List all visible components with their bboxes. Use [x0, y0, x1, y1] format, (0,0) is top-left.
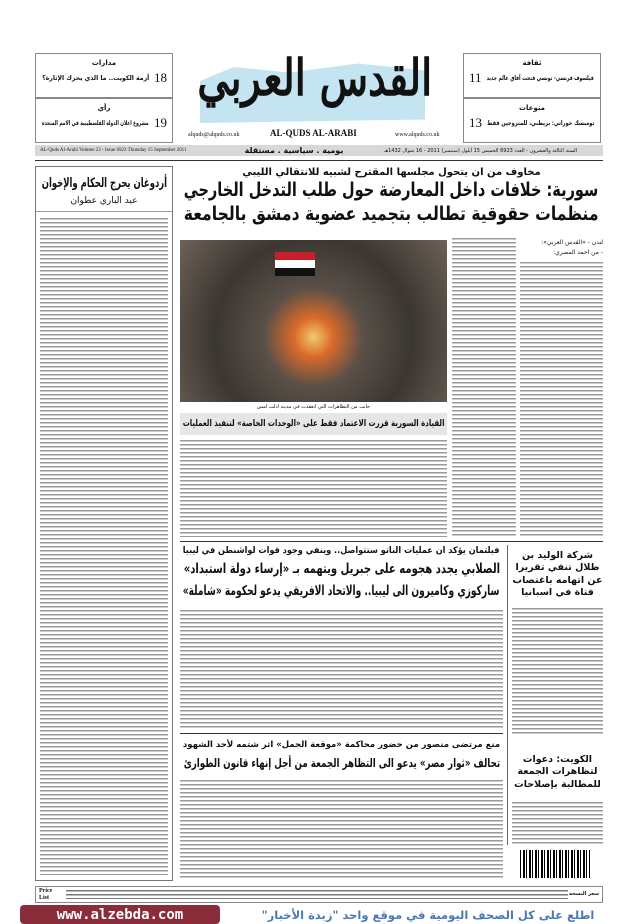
- price-list-label-ar: سعر النسخة: [569, 891, 599, 897]
- price-list: [35, 886, 603, 903]
- teaser-left-2[interactable]: [35, 98, 173, 143]
- egypt-body: [180, 780, 503, 880]
- logo: [195, 45, 435, 111]
- libya-body: [180, 610, 503, 728]
- logo-text: القدس العربي: [197, 48, 433, 107]
- libya-headline-box: [180, 561, 503, 577]
- email-link[interactable]: alquds@alquds.co.uk: [188, 132, 240, 138]
- price-list-values: [66, 890, 568, 899]
- lead-body-col2: [452, 238, 516, 537]
- byline-2: - من احمد المصري:: [553, 249, 603, 256]
- teaser-page: 11: [469, 70, 482, 85]
- teaser-title: فيلسوف فرنسي- تونسي فتحت آفاق عالم جديد: [486, 74, 594, 82]
- editorial-author: عبد الباري عطوان: [70, 196, 138, 206]
- editorial-title[interactable]: أردوغان يحرج الحكام والإخوان: [41, 175, 167, 191]
- libya-headline-2[interactable]: ساركوزي وكاميرون الى ليبيا.. والاتحاد الافريقي يدعو لحكومة «شاملة»: [183, 582, 500, 599]
- editorial-body: [40, 218, 168, 875]
- teaser-category: منوعات: [518, 104, 546, 112]
- lead-headline-2[interactable]: منظمات حقوقية تطالب بتجميد عضوية دمشق بالجامعة: [184, 202, 599, 225]
- editorial-author-box: [36, 195, 172, 212]
- lead-subhead-box: [180, 413, 447, 435]
- teaser-category: رأي: [97, 104, 111, 112]
- teaser-category: ثقافة: [522, 59, 542, 67]
- photo-caption: جانب من التظاهرات التي انعقدت في مدينة ادلب امس: [256, 404, 371, 410]
- dateline-strip: [35, 145, 603, 156]
- side-story-headline[interactable]: شركة الوليد بن طلال تنفي تقريرا عن اتهامه باغتصاب فتاة في اسبانيا: [512, 550, 603, 599]
- teaser-page: 19: [154, 115, 167, 130]
- slogan: يومية . سياسية . مستقلة: [244, 146, 344, 155]
- dateline-english: AL-Quds Al-Arabi Volume 23 - Issue 6923 Thursday 15 September 2011: [40, 148, 187, 153]
- lead-photo: [180, 240, 447, 402]
- dateline-arabic: السنة الثالثة والعشرون - العدد 6923 الخميس 15 أيلول (سبتمبر) 2011 - 16 شوال 1432هـ: [384, 147, 578, 154]
- teaser-page: 13: [469, 115, 482, 130]
- logo-english: AL-QUDS AL-ARABI: [270, 128, 357, 138]
- teaser-title: تومبسك حوراني: بريطني، للمتزوجين فقط: [486, 119, 595, 127]
- teaser-title: أزمة الكويت.. ما الذي يحرك الإثارة؟: [41, 74, 150, 82]
- photo-caption-box: [180, 403, 447, 411]
- ad-url-box: [20, 905, 220, 924]
- teaser-right-1[interactable]: [463, 53, 601, 98]
- libya-headline-2-box: [180, 583, 503, 599]
- editorial-title-box: [40, 174, 168, 192]
- lead-subhead: القيادة السورية قررت الاعتماد فقط على «الوحدات الخاصة» لتنفيذ العمليات: [182, 419, 445, 429]
- libya-headline[interactable]: الصلابي يجدد هجومه على جبريل ويتهمه بـ «إرساء دولة استبداد»: [183, 560, 500, 577]
- lead-headline-2-box: [180, 204, 603, 225]
- ad-text[interactable]: اطلع على كل الصحف اليومية في موقع واحد "زبدة الأخبار": [261, 907, 595, 922]
- website-link[interactable]: www.alquds.co.uk: [395, 132, 440, 138]
- libya-kicker-box: [180, 546, 503, 557]
- side-story-body: [512, 608, 603, 735]
- egypt-headline[interactable]: تحالف «ثوار مصر» يدعو الى التظاهر الجمعة من أجل إنهاء قانون الطوارئ: [183, 756, 500, 771]
- egypt-kicker-box: [180, 740, 503, 751]
- teaser-title: مشروع اعلان الدولة الفلسطينية في الامم المتحدة: [42, 119, 149, 127]
- egypt-headline-box: [180, 756, 503, 771]
- teaser-right-2[interactable]: [463, 98, 601, 143]
- lead-headline[interactable]: سورية: خلافات داخل المعارضة حول طلب التدخل الخارجي: [184, 178, 599, 201]
- price-list-label: Price List: [39, 888, 53, 901]
- lead-kicker: مخاوف من ان يتحول مجلسها المقترح لشبيه للانتقالي الليبي: [242, 166, 541, 178]
- lead-headline-box: [180, 180, 603, 201]
- ad-text-box: [228, 905, 628, 924]
- barcode: [520, 850, 590, 878]
- kuwait-headline[interactable]: الكويت: دعوات لتظاهرات الجمعة للمطالبة بإصلاحات: [514, 754, 601, 790]
- lead-kicker-box: [180, 167, 603, 179]
- subhead-body: [180, 440, 447, 537]
- kuwait-body: [512, 802, 603, 845]
- teaser-left-1[interactable]: [35, 53, 173, 98]
- lead-body-col1: [520, 262, 603, 537]
- teaser-page: 18: [154, 70, 167, 85]
- ad-url[interactable]: www.alzebda.com: [56, 906, 184, 923]
- byline: لندن - «القدس العربي»:: [541, 239, 603, 246]
- flag-in-photo: [275, 252, 315, 276]
- teaser-category: مدارات: [91, 59, 117, 67]
- libya-kicker: فيلتمان يؤكد ان عمليات الناتو ستتواصل.. وينفي وجود قوات لواشنطن في ليبيا: [183, 545, 500, 556]
- egypt-kicker: منع مرتضى منصور من حضور محاكمة «موقعة الجمل» اثر شتمه لأحد الشهود: [182, 740, 501, 751]
